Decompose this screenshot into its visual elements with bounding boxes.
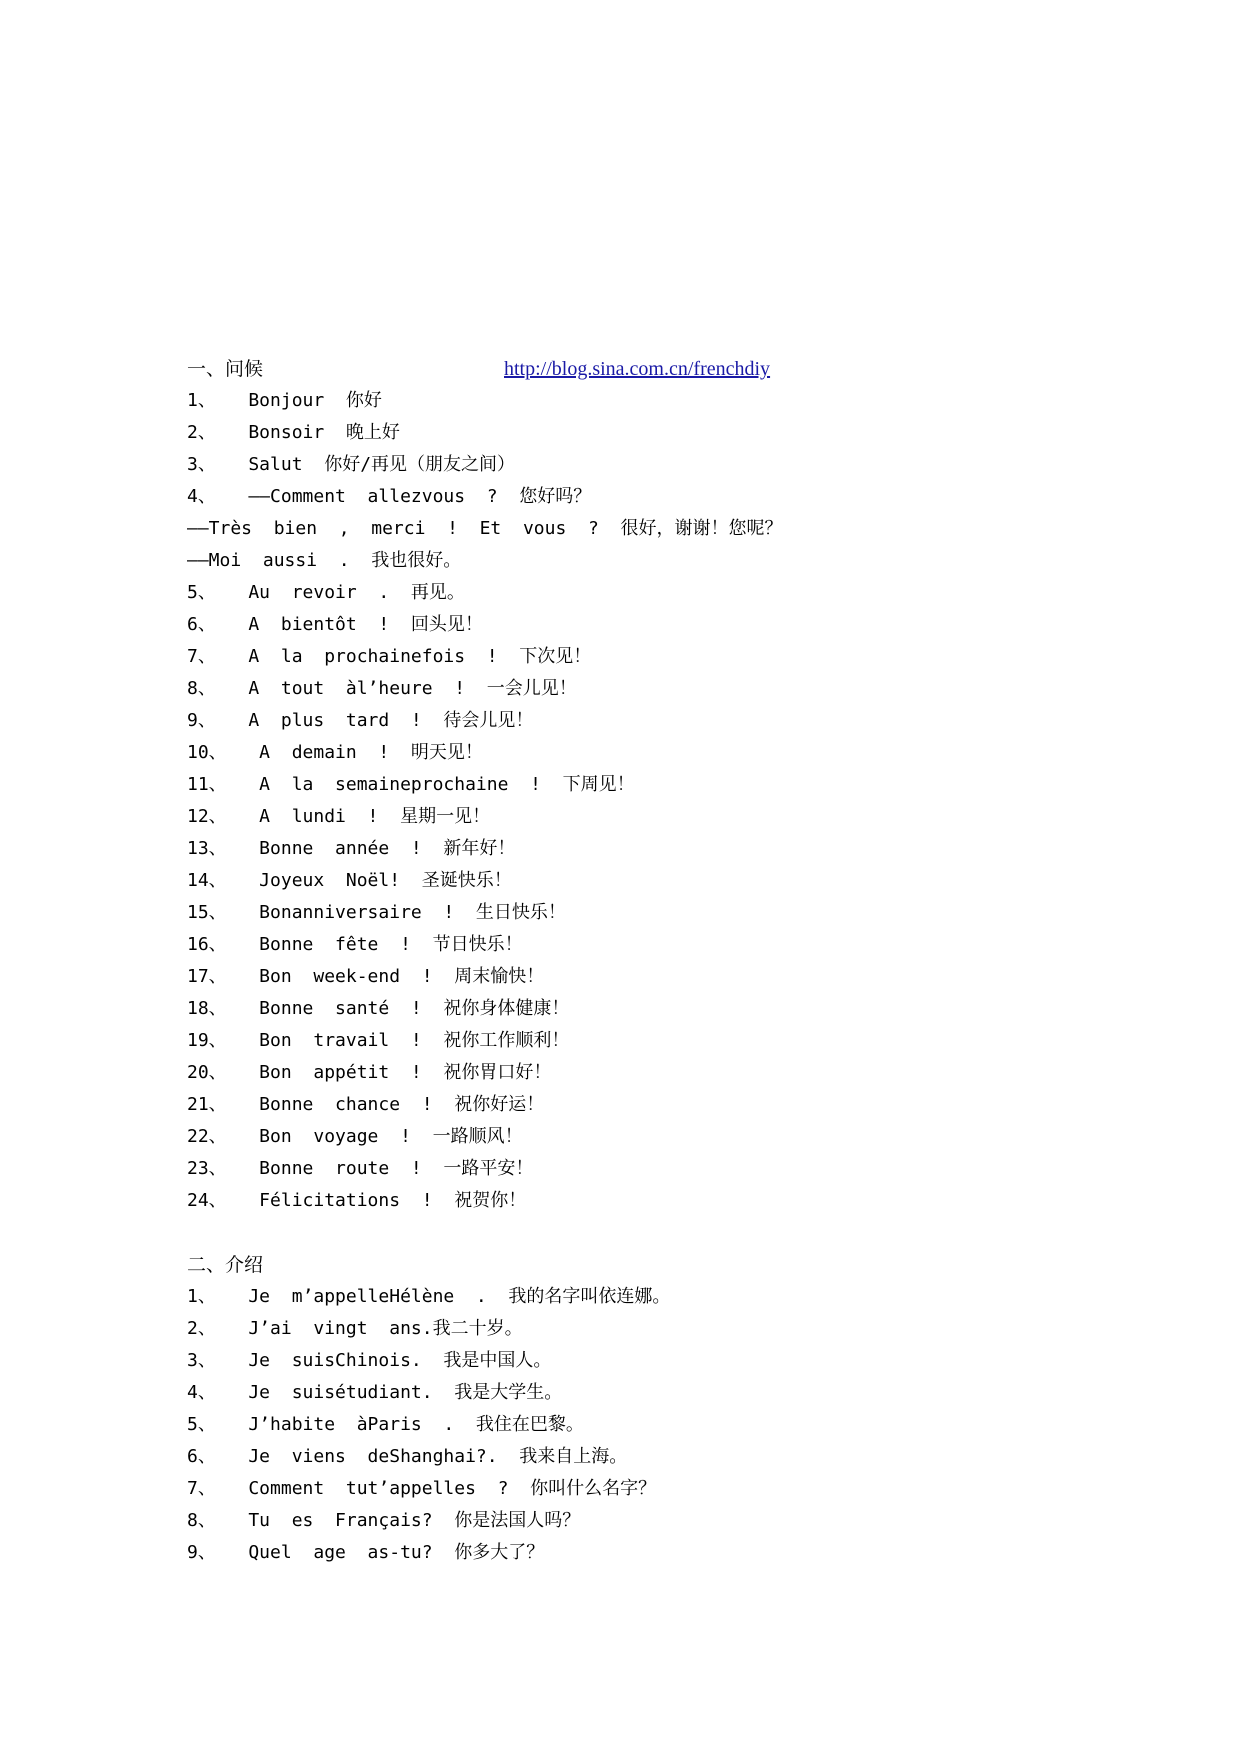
phrase-line: 1、 Je m’appelleHélène . 我的名字叫依连娜。 xyxy=(187,1286,671,1307)
phrase-line: 3、 Je suisChinois. 我是中国人。 xyxy=(187,1350,552,1371)
phrase-line: 2、 J’ai vingt ans.我二十岁。 xyxy=(187,1318,523,1339)
phrase-line: 3、 Salut 你好/再见（朋友之间） xyxy=(187,454,516,475)
phrase-line: 7、 Comment tut’appelles ? 你叫什么名字？ xyxy=(187,1478,657,1499)
phrase-line: ——Moi aussi . 我也很好。 xyxy=(187,550,462,571)
phrase-line: 1、 Bonjour 你好 xyxy=(187,390,382,411)
phrase-line: 8、 Tu es Français? 你是法国人吗？ xyxy=(187,1510,581,1531)
phrase-line: 9、 A plus tard ! 待会儿见！ xyxy=(187,710,534,731)
phrase-line: ——Très bien , merci ! Et vous ? 很好，谢谢！您呢？ xyxy=(187,518,783,539)
phrase-line: 12、 A lundi ! 星期一见！ xyxy=(187,806,491,827)
phrase-line: 7、 A la prochainefois ! 下次见！ xyxy=(187,646,592,667)
phrase-line: 15、 Bonanniversaire ! 生日快乐！ xyxy=(187,902,566,923)
phrase-line: 4、 Je suisétudiant. 我是大学生。 xyxy=(187,1382,563,1403)
phrase-line: 20、 Bon appétit ! 祝你胃口好！ xyxy=(187,1062,552,1083)
phrase-line: 6、 A bientôt ! 回头见！ xyxy=(187,614,483,635)
phrase-line: 9、 Quel age as-tu? 你多大了？ xyxy=(187,1542,545,1563)
phrase-line: 24、 Félicitations ! 祝贺你！ xyxy=(187,1190,527,1211)
phrase-line: 8、 A tout àl’heure ! 一会儿见！ xyxy=(187,678,577,699)
phrase-line: 5、 Au revoir . 再见。 xyxy=(187,582,465,603)
phrase-line: 10、 A demain ! 明天见！ xyxy=(187,742,483,763)
phrase-line: 18、 Bonne santé ! 祝你身体健康！ xyxy=(187,998,570,1019)
phrase-line: 19、 Bon travail ! 祝你工作顺利！ xyxy=(187,1030,570,1051)
phrase-line: 2、 Bonsoir 晚上好 xyxy=(187,422,400,443)
phrase-line: 13、 Bonne année ! 新年好！ xyxy=(187,838,516,859)
phrase-line: 17、 Bon week-end ! 周末愉快！ xyxy=(187,966,545,987)
phrase-line: 16、 Bonne fête ! 节日快乐！ xyxy=(187,934,523,955)
phrase-line: 21、 Bonne chance ! 祝你好运！ xyxy=(187,1094,545,1115)
phrase-line: 6、 Je viens deShanghai?. 我来自上海。 xyxy=(187,1446,628,1467)
section-heading-introductions: 二、介绍 xyxy=(187,1254,264,1276)
phrase-line: 14、 Joyeux Noël! 圣诞快乐！ xyxy=(187,870,512,891)
blog-link[interactable]: http://blog.sina.com.cn/frenchdiy xyxy=(504,358,771,380)
phrase-line: 4、 ——Comment allezvous ? 您好吗？ xyxy=(187,486,592,507)
phrase-line: 11、 A la semaineprochaine ! 下周见！ xyxy=(187,774,635,795)
phrase-line: 22、 Bon voyage ! 一路顺风！ xyxy=(187,1126,523,1147)
section-heading-greetings: 一、问候 xyxy=(187,358,264,380)
phrase-line: 23、 Bonne route ! 一路平安！ xyxy=(187,1158,534,1179)
phrase-line: 5、 J’habite àParis . 我住在巴黎。 xyxy=(187,1414,584,1435)
